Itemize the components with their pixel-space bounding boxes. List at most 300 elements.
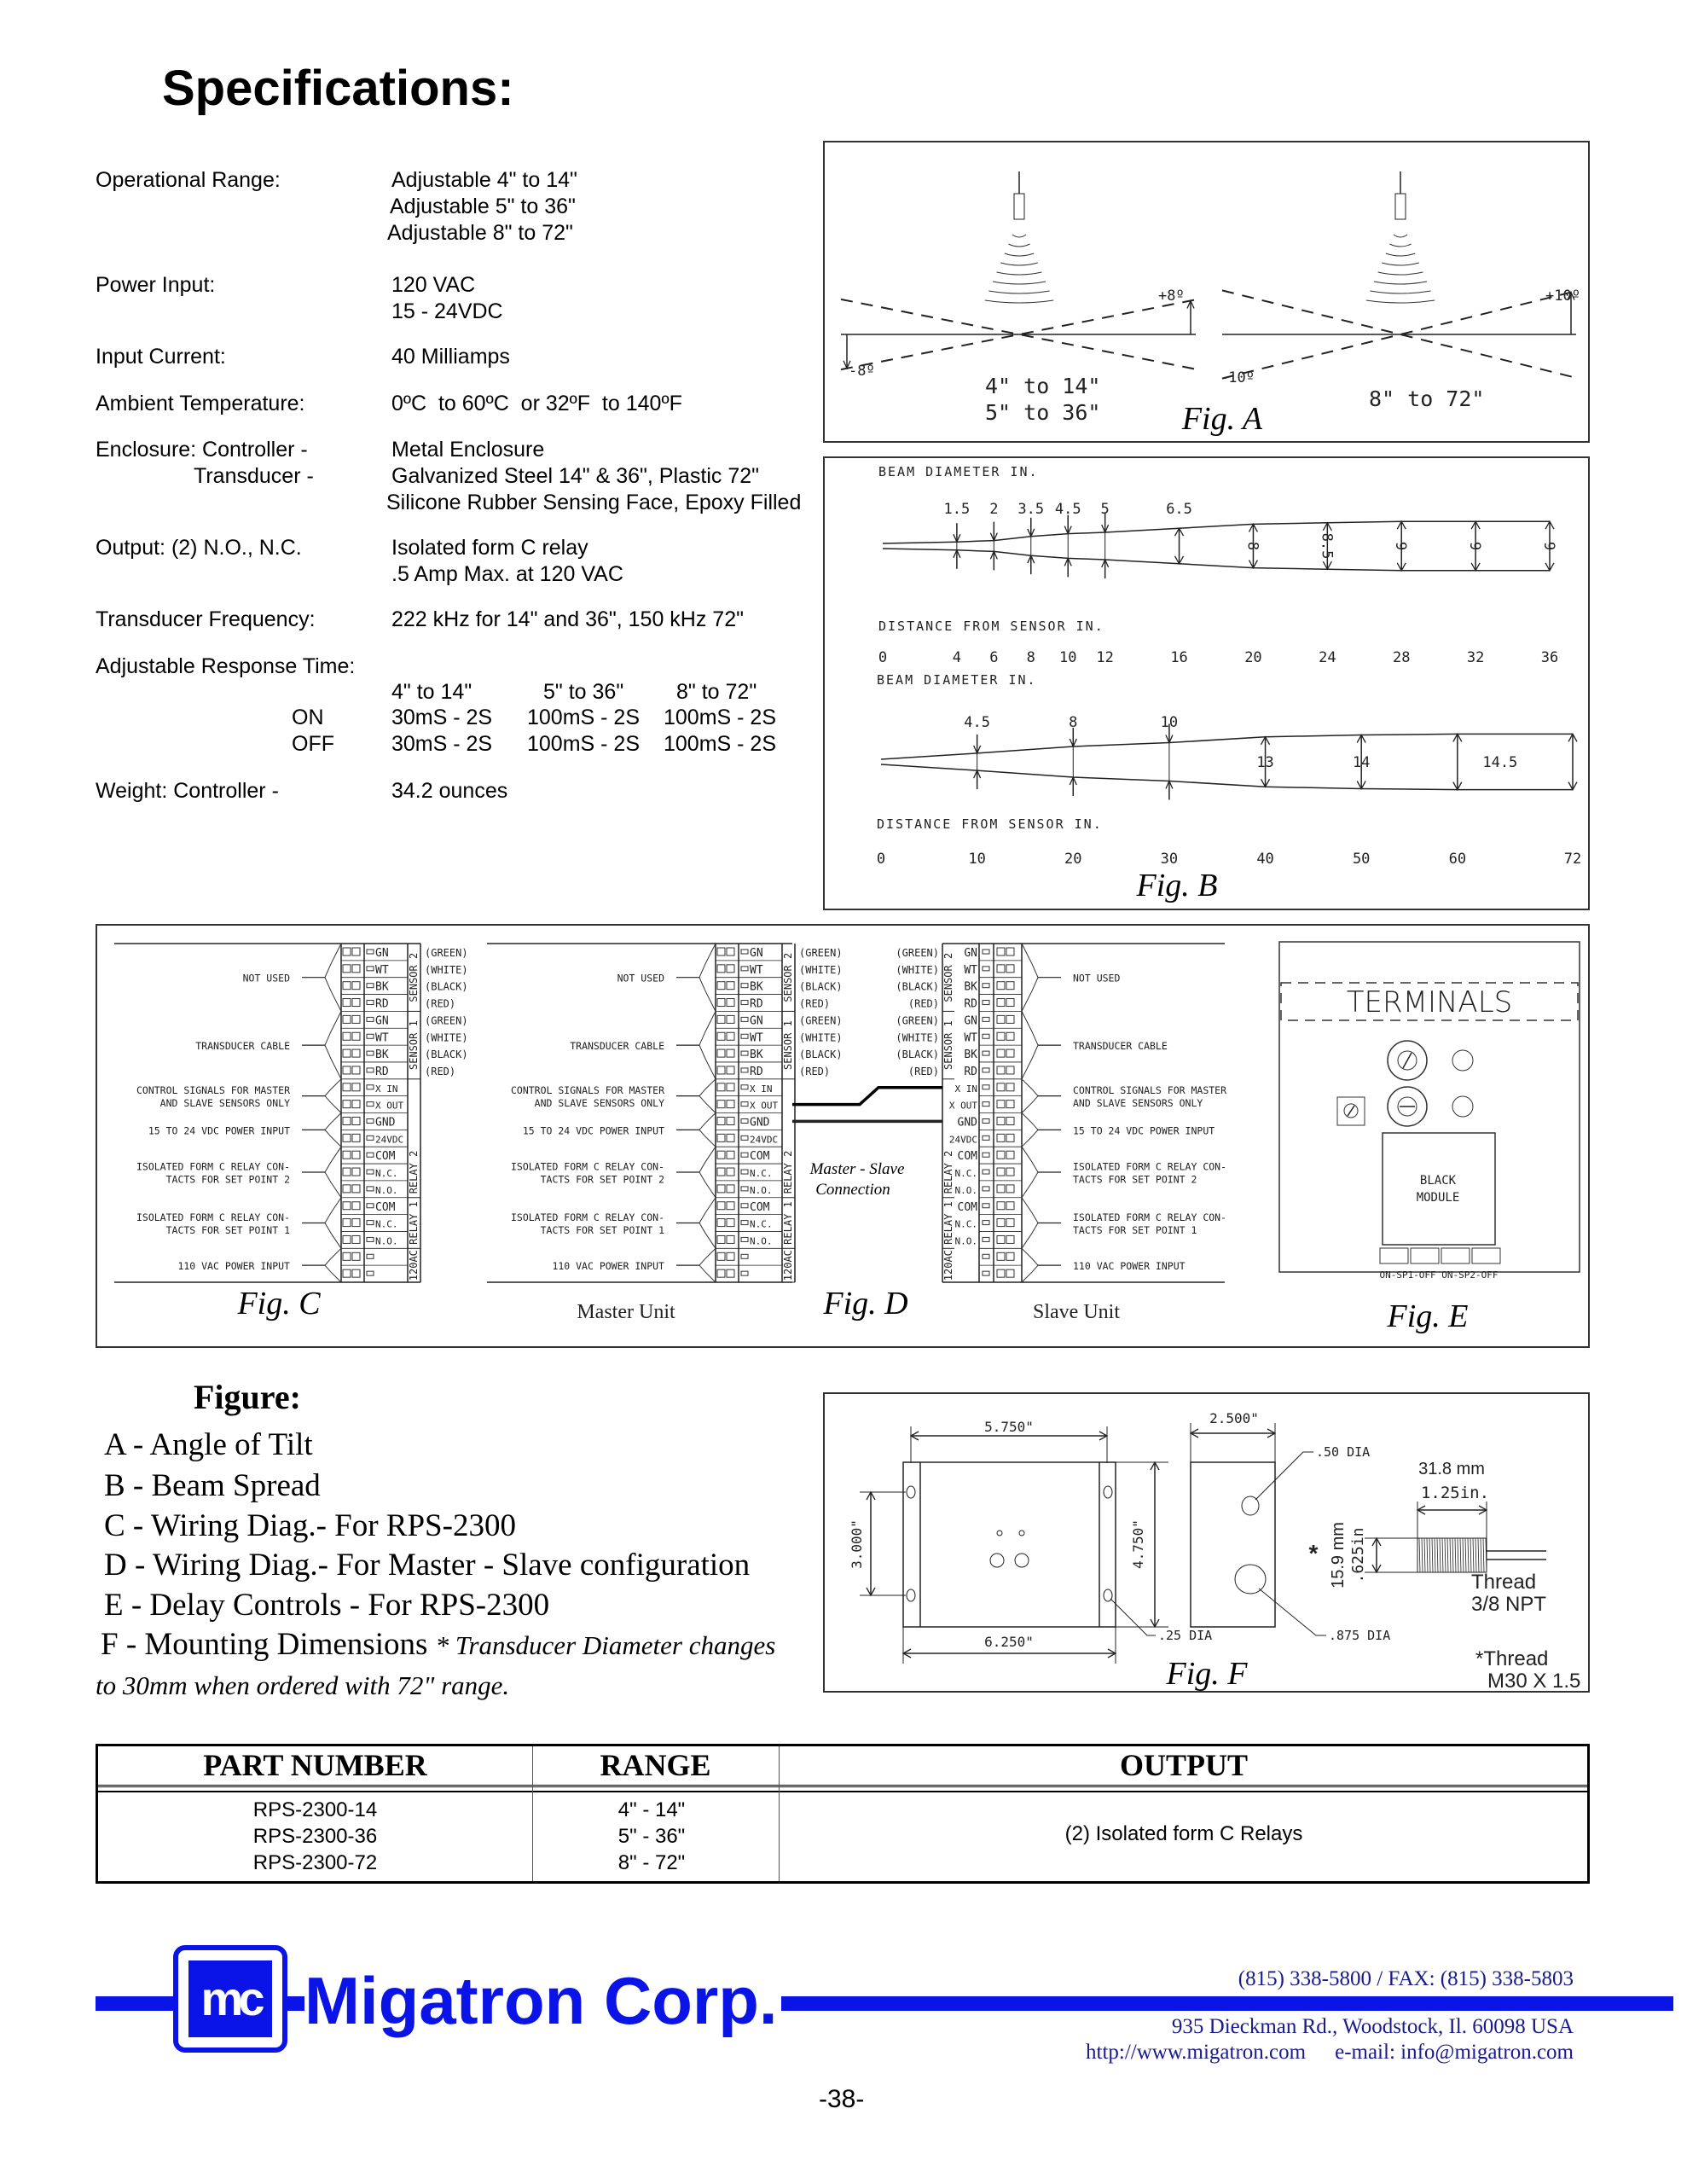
- part-number: RPS-2300-14: [252, 1798, 378, 1821]
- terminal-screw-icon: [727, 1015, 734, 1023]
- conduit-hole: [1235, 1565, 1266, 1594]
- terminal-clip-icon: [983, 1068, 989, 1072]
- front-hole: [990, 1554, 1004, 1567]
- terminal-pin-label: BK: [750, 1048, 763, 1062]
- mount-hole: [907, 1589, 915, 1601]
- part-number-table: [96, 1744, 1590, 1884]
- response-col-header: 5" to 36": [543, 680, 624, 704]
- group-bracket: [325, 1248, 341, 1282]
- x-tick-label: 36: [1540, 649, 1559, 666]
- header-divider: [98, 1785, 1587, 1792]
- front-hole: [1019, 1531, 1024, 1536]
- terminal-clip-icon: [367, 1034, 374, 1038]
- terminal-clip-icon: [367, 950, 374, 954]
- terminal-clip-icon: [367, 1085, 374, 1089]
- response-col-header: 4" to 14": [391, 680, 472, 704]
- terminal-screw-icon: [717, 1235, 725, 1243]
- group-label: TACTS FOR SET POINT 2: [540, 1173, 664, 1186]
- terminal-clip-icon: [983, 1170, 989, 1174]
- tilt-plus-label: +8º: [1158, 288, 1185, 305]
- terminal-screw-icon: [727, 948, 734, 956]
- terminal-screw-icon: [1006, 1066, 1014, 1074]
- leader-line: [1110, 1599, 1156, 1635]
- beam-diameter-value: 14: [1352, 754, 1371, 771]
- dim-label: .625in: [1349, 1527, 1367, 1583]
- terminal-pin-label: GN: [964, 947, 977, 960]
- terminal-screw-icon: [717, 1185, 725, 1193]
- beam-diameter-value: 13: [1256, 754, 1274, 771]
- sound-wave-icon: [1374, 282, 1427, 284]
- terminal-screw-icon: [997, 1101, 1005, 1108]
- beam-diameter-label: BEAM DIAMETER IN.: [878, 464, 1039, 479]
- terminal-screw-icon: [727, 1118, 734, 1125]
- range: 4" - 14": [617, 1798, 686, 1821]
- x-tick-label: 10: [968, 851, 986, 868]
- terminal-screw-icon: [997, 1032, 1005, 1040]
- sound-wave-icon: [997, 272, 1042, 275]
- spec-label: Power Input:: [96, 273, 216, 297]
- group-label: AND SLAVE SENSORS ONLY: [534, 1097, 664, 1110]
- x-tick-label: 50: [1352, 851, 1371, 868]
- terminal-pin-label: WT: [964, 1031, 977, 1045]
- terminal-pin-label: GND: [750, 1116, 770, 1130]
- leader-line: [1255, 1452, 1313, 1500]
- group-label: CONTROL SIGNALS FOR MASTER: [510, 1084, 664, 1097]
- group-bracket: [1022, 1147, 1038, 1198]
- section-label: RELAY 2: [942, 1150, 954, 1194]
- terminal-clip-icon: [741, 1271, 748, 1275]
- terminal-clip-icon: [983, 1271, 989, 1275]
- mount-hole: [1104, 1486, 1112, 1498]
- x-tick-label: 6: [989, 649, 999, 666]
- group-label: TACTS FOR SET POINT 1: [1073, 1224, 1197, 1237]
- dip-switch: [1441, 1248, 1470, 1263]
- thread-line: [1473, 1538, 1474, 1572]
- sound-wave-icon: [1382, 263, 1419, 265]
- wire-color-label: (RED): [425, 1065, 456, 1077]
- tilt-minus-label: -10º: [1220, 369, 1255, 386]
- thread-label: 3/8 NPT: [1471, 1593, 1547, 1616]
- terminal-clip-icon: [741, 1204, 748, 1208]
- terminal-screw-icon: [343, 1134, 351, 1141]
- wire-color-label: (BLACK): [425, 1048, 468, 1061]
- terminal-screw-icon: [352, 1083, 360, 1091]
- beam-diameter-value: 5: [1100, 501, 1110, 518]
- wire-color-label: (GREEN): [799, 1014, 843, 1027]
- terminal-screw-icon: [352, 999, 360, 1007]
- terminal-clip-icon: [741, 1034, 748, 1038]
- terminal-pin-label: BK: [750, 980, 763, 994]
- x-tick-label: 0: [876, 851, 886, 868]
- terminal-screw-icon: [1006, 1118, 1014, 1125]
- x-tick-label: 20: [1064, 851, 1082, 868]
- terminal-pin-label: COM: [375, 1200, 396, 1214]
- email-link[interactable]: e-mail: info@migatron.com: [1335, 2041, 1574, 2064]
- terminal-screw-icon: [727, 1083, 734, 1091]
- thread-line: [1450, 1538, 1451, 1572]
- terminal-screw-icon: [717, 965, 725, 973]
- terminal-screw-icon: [352, 965, 360, 973]
- wire-color-label: (BLACK): [799, 980, 843, 993]
- group-label: 15 TO 24 VDC POWER INPUT: [148, 1124, 290, 1137]
- terminal-clip-icon: [741, 1136, 748, 1140]
- beam-diameter-value: 14.5: [1482, 754, 1518, 771]
- front-hole: [1015, 1554, 1029, 1567]
- terminal-pin-label: N.C.: [750, 1168, 773, 1180]
- response-value: 100mS - 2S: [664, 706, 777, 729]
- fig-a-caption: Fig. A: [1181, 401, 1263, 437]
- group-bracket: [1022, 944, 1038, 1011]
- beam-diameter-value: 2: [989, 501, 999, 518]
- terminal-clip-icon: [983, 1119, 989, 1124]
- terminal-clip-icon: [367, 1271, 374, 1275]
- terminal-screw-icon: [727, 1219, 734, 1227]
- terminal-screw-icon: [1006, 1134, 1014, 1141]
- wire-color-label: (WHITE): [896, 963, 939, 976]
- terminal-clip-icon: [367, 984, 374, 988]
- spec-value: Adjustable 8" to 72": [387, 221, 573, 245]
- terminal-screw-icon: [352, 1252, 360, 1260]
- group-label: ISOLATED FORM C RELAY CON-: [510, 1211, 664, 1224]
- terminal-clip-icon: [741, 1254, 748, 1258]
- front-hole: [997, 1531, 1002, 1536]
- terminal-screw-icon: [343, 965, 351, 973]
- distance-label: DISTANCE FROM SENSOR IN.: [878, 619, 1104, 634]
- group-label: TACTS FOR SET POINT 1: [540, 1224, 664, 1237]
- group-label: AND SLAVE SENSORS ONLY: [159, 1097, 290, 1110]
- response-value: 30mS - 2S: [391, 706, 493, 729]
- response-row-label: OFF: [292, 732, 334, 756]
- section-label: SENSOR 1: [408, 1020, 420, 1070]
- terminal-clip-icon: [983, 1204, 989, 1208]
- address: 935 Dieckman Rd., Woodstock, Il. 60098 USA: [1171, 2015, 1574, 2038]
- range: 8" - 72": [617, 1851, 686, 1874]
- x-tick-label: 24: [1319, 649, 1336, 666]
- group-bracket: [325, 944, 341, 1011]
- group-label: CONTROL SIGNALS FOR MASTER: [136, 1084, 290, 1097]
- section-label: SENSOR 2: [408, 952, 420, 1002]
- thread-line: [1478, 1538, 1479, 1572]
- web-contact-row: [1086, 2041, 1574, 2065]
- spec-value: Galvanized Steel 14" & 36", Plastic 72": [391, 464, 760, 488]
- thread-label: Thread: [1471, 1571, 1537, 1594]
- terminal-screw-icon: [727, 1134, 734, 1141]
- phone-fax: (815) 338-5800 / FAX: (815) 338-5803: [1238, 1967, 1574, 1990]
- spec-label: Input Current:: [96, 345, 226, 369]
- x-tick-label: 28: [1392, 649, 1411, 666]
- terminal-screw-icon: [997, 1015, 1005, 1023]
- terminal-screw-icon: [717, 1168, 725, 1176]
- group-label: NOT USED: [617, 972, 664, 985]
- wire-color-label: (RED): [799, 1065, 831, 1077]
- beam-diameter-value: 10: [1160, 714, 1179, 731]
- range: 5" - 36": [617, 1825, 686, 1848]
- terminal-pin-label: COM: [957, 1200, 977, 1214]
- terminal-screw-icon: [343, 1032, 351, 1040]
- terminal-pin-label: BK: [375, 1048, 389, 1062]
- group-label: 15 TO 24 VDC POWER INPUT: [1073, 1124, 1215, 1137]
- terminal-screw-icon: [343, 1066, 351, 1074]
- x-tick-label: 4: [952, 649, 962, 666]
- group-bracket: [699, 1011, 716, 1078]
- terminal-screw-icon: [717, 1219, 725, 1227]
- group-label: TACTS FOR SET POINT 1: [165, 1224, 290, 1237]
- thread-line: [1445, 1538, 1446, 1572]
- group-bracket: [699, 1113, 716, 1147]
- terminal-screw-icon: [727, 1066, 734, 1074]
- terminal-screw-icon: [727, 1151, 734, 1159]
- spec-label: Output: (2) N.O., N.C.: [96, 536, 302, 560]
- terminal-clip-icon: [741, 1170, 748, 1174]
- legend-item: C - Wiring Diag.- For RPS-2300: [104, 1508, 516, 1543]
- beam-diameter-value: 8.5: [1318, 532, 1336, 560]
- spec-value: Metal Enclosure: [391, 438, 545, 462]
- terminal-screw-icon: [1006, 1101, 1014, 1108]
- thread-line: [1447, 1538, 1448, 1572]
- company-name: Migatron Corp.: [304, 1962, 781, 2040]
- mount-hole: [907, 1486, 915, 1498]
- terminal-screw-icon: [727, 1269, 734, 1277]
- terminal-clip-icon: [983, 1017, 989, 1021]
- group-bracket: [699, 1147, 716, 1198]
- beam-diameter-value: 3.5: [1017, 501, 1045, 518]
- terminal-pin-label: GN: [750, 1014, 763, 1028]
- terminal-screw-icon: [343, 1101, 351, 1108]
- spec-label: Ambient Temperature:: [96, 392, 305, 415]
- spec-value: .5 Amp Max. at 120 VAC: [391, 562, 623, 586]
- terminal-clip-icon: [741, 967, 748, 971]
- terminal-screw-icon: [1006, 1185, 1014, 1193]
- terminal-screw-icon: [997, 1168, 1005, 1176]
- terminal-screw-icon: [1006, 982, 1014, 990]
- wire-color-label: (GREEN): [425, 1014, 468, 1027]
- terminal-pin-label: RD: [375, 1065, 389, 1078]
- thread-line: [1475, 1538, 1476, 1572]
- terminal-screw-icon: [1006, 1252, 1014, 1260]
- response-value: 100mS - 2S: [527, 706, 641, 729]
- legend-note: * Transducer Diameter changes: [435, 1630, 776, 1660]
- thread-line: [1442, 1538, 1443, 1572]
- terminal-clip-icon: [983, 1187, 989, 1191]
- wire-color-label: (WHITE): [425, 1031, 468, 1044]
- terminal-screw-icon: [717, 1015, 725, 1023]
- terminal-screw-icon: [1006, 948, 1014, 956]
- terminal-pin-label: N.C.: [954, 1218, 977, 1230]
- terminal-screw-icon: [997, 1134, 1005, 1141]
- group-label: CONTROL SIGNALS FOR MASTER: [1073, 1084, 1227, 1097]
- sound-wave-icon: [988, 291, 1049, 293]
- group-label: TACTS FOR SET POINT 2: [1073, 1173, 1197, 1186]
- thread-line: [1422, 1538, 1423, 1572]
- thread-line: [1429, 1538, 1430, 1572]
- terminal-screw-icon: [1006, 1032, 1014, 1040]
- wire-color-label: (WHITE): [799, 1031, 843, 1044]
- x-tick-label: 12: [1096, 649, 1114, 666]
- terminal-pin-label: GN: [750, 947, 763, 960]
- terminal-screw-icon: [717, 1151, 725, 1159]
- terminal-screw-icon: [717, 1101, 725, 1108]
- terminal-screw-icon: [727, 1032, 734, 1040]
- terminal-clip-icon: [367, 1254, 374, 1258]
- terminal-clip-icon: [983, 1237, 989, 1241]
- group-bracket: [699, 1248, 716, 1282]
- terminal-pin-label: GN: [964, 1014, 977, 1028]
- page-title: Specifications:: [162, 61, 514, 116]
- fig-f-caption: Fig. F: [1166, 1656, 1248, 1692]
- thread-line: [1427, 1538, 1428, 1572]
- beam-diameter-value: 9: [1466, 541, 1484, 551]
- terminal-screw-icon: [1006, 1235, 1014, 1243]
- terminal-clip-icon: [741, 1085, 748, 1089]
- fig-b-caption: Fig. B: [1136, 868, 1218, 903]
- wire-color-label: (RED): [799, 997, 831, 1010]
- wire-color-label: (BLACK): [896, 1048, 939, 1061]
- spec-value: Silicone Rubber Sensing Face, Epoxy Filled: [386, 491, 802, 514]
- group-label: TRANSDUCER CABLE: [1073, 1040, 1168, 1053]
- black-module: [1383, 1133, 1495, 1245]
- led-indicator-icon: [1452, 1096, 1473, 1117]
- group-label: 15 TO 24 VDC POWER INPUT: [522, 1124, 664, 1137]
- beam-diameter-value: 1.5: [943, 501, 971, 518]
- terminal-screw-icon: [727, 1252, 734, 1260]
- legend-item-f: F - Mounting Dimensions: [101, 1627, 428, 1662]
- x-tick-label: 60: [1448, 851, 1467, 868]
- section-label: SENSOR 1: [942, 1020, 954, 1070]
- x-tick-label: 30: [1160, 851, 1179, 868]
- terminal-pin-label: N.O.: [375, 1235, 398, 1247]
- dim-label: .875 DIA: [1329, 1628, 1391, 1643]
- section-label: SENSOR 2: [942, 952, 954, 1002]
- terminal-pin-label: COM: [957, 1150, 977, 1164]
- terminal-pin-label: GN: [375, 947, 389, 960]
- thread-line: [1452, 1538, 1453, 1572]
- logo-mark: mc: [188, 1960, 272, 2037]
- header-part-number: PART NUMBER: [203, 1748, 427, 1782]
- response-value: 30mS - 2S: [391, 732, 493, 756]
- group-bracket: [1022, 1113, 1038, 1147]
- fig-c-caption: Fig. C: [237, 1286, 321, 1321]
- company-logo: [173, 1945, 287, 2053]
- module-label: BLACK: [1419, 1174, 1457, 1188]
- section-label: SENSOR 2: [782, 952, 794, 1002]
- terminal-screw-icon: [997, 1269, 1005, 1277]
- website-link[interactable]: http://www.migatron.com: [1086, 2041, 1307, 2064]
- terminal-screw-icon: [343, 1015, 351, 1023]
- terminal-screw-icon: [997, 965, 1005, 973]
- connection-label: Master - Slave: [809, 1160, 905, 1178]
- terminal-screw-icon: [727, 1202, 734, 1210]
- range-label: 5" to 36": [985, 400, 1101, 425]
- spec-value: 222 kHz for 14" and 36", 150 kHz 72": [391, 607, 744, 631]
- terminal-screw-icon: [352, 1118, 360, 1125]
- terminal-screw-icon: [717, 1032, 725, 1040]
- terminal-screw-icon: [352, 1032, 360, 1040]
- dim-label: 4.750": [1130, 1519, 1146, 1569]
- terminal-screw-icon: [1006, 999, 1014, 1007]
- terminal-screw-icon: [717, 1269, 725, 1277]
- dim-label: 1.25in.: [1420, 1484, 1490, 1502]
- spec-value: Adjustable 4" to 14": [391, 168, 577, 192]
- terminal-clip-icon: [983, 1136, 989, 1140]
- thread-line: [1463, 1538, 1464, 1572]
- leader-line: [1259, 1589, 1326, 1635]
- dip-switch: [1472, 1248, 1500, 1263]
- tilt-minus-label: -8º: [849, 363, 875, 380]
- group-bracket: [325, 1079, 341, 1113]
- terminal-clip-icon: [367, 1237, 374, 1241]
- section-label: 120AC: [942, 1250, 954, 1281]
- terminal-screw-icon: [717, 982, 725, 990]
- terminal-clip-icon: [983, 967, 989, 971]
- terminal-clip-icon: [741, 1001, 748, 1005]
- terminal-screw-icon: [352, 1269, 360, 1277]
- fig-d-caption: Fig. D: [823, 1286, 908, 1321]
- terminal-screw-icon: [727, 1101, 734, 1108]
- terminal-screw-icon: [1006, 1269, 1014, 1277]
- wire-color-label: (GREEN): [425, 947, 468, 959]
- terminal-screw-icon: [1006, 1083, 1014, 1091]
- sound-wave-icon: [1394, 235, 1407, 237]
- terminal-screw-icon: [343, 1083, 351, 1091]
- header-output: OUTPUT: [1119, 1748, 1248, 1782]
- spec-value: 0ºC to 60ºC or 32ºF to 140ºF: [391, 392, 682, 415]
- group-label: TACTS FOR SET POINT 2: [165, 1173, 290, 1186]
- sound-wave-icon: [1389, 244, 1411, 247]
- switch-labels: ON-SP1-OFF ON-SP2-OFF: [1379, 1269, 1499, 1281]
- terminal-screw-icon: [717, 1202, 725, 1210]
- spec-label: Adjustable Response Time:: [96, 654, 356, 678]
- response-col-header: 8" to 72": [676, 680, 757, 704]
- spec-value: 34.2 ounces: [391, 779, 508, 803]
- terminal-pin-label: BK: [375, 980, 389, 994]
- group-label: NOT USED: [242, 972, 290, 985]
- terminal-pin-label: WT: [375, 963, 389, 977]
- section-label: RELAY 1: [782, 1201, 794, 1245]
- beam-upper-edge: [881, 734, 1573, 759]
- terminal-pin-label: N.C.: [375, 1168, 398, 1180]
- part-number: RPS-2300-72: [252, 1851, 378, 1874]
- terminal-clip-icon: [741, 950, 748, 954]
- header-range: RANGE: [600, 1748, 711, 1782]
- part-number-cell: [98, 1797, 532, 1876]
- thread-line: [1470, 1538, 1471, 1572]
- thread-line: [1483, 1538, 1484, 1572]
- group-bracket: [325, 1113, 341, 1147]
- terminal-screw-icon: [1006, 1049, 1014, 1057]
- terminal-clip-icon: [983, 1153, 989, 1157]
- output-cell: (2) Isolated form C Relays: [1064, 1822, 1303, 1845]
- spec-label: Enclosure: Controller -: [96, 438, 308, 462]
- terminal-clip-icon: [367, 1119, 374, 1124]
- led-indicator-icon: [1452, 1050, 1473, 1071]
- terminal-clip-icon: [983, 1221, 989, 1225]
- terminal-screw-icon: [717, 1118, 725, 1125]
- terminal-pin-label: X IN: [375, 1083, 398, 1095]
- terminal-screw-icon: [352, 1168, 360, 1176]
- terminal-clip-icon: [367, 1204, 374, 1208]
- terminal-clip-icon: [367, 967, 374, 971]
- beam-diameter-value: 8: [1244, 541, 1261, 551]
- terminal-clip-icon: [983, 1102, 989, 1107]
- terminal-pin-label: GND: [375, 1116, 396, 1130]
- range-label: 8" to 72": [1369, 386, 1485, 411]
- wire-color-label: (WHITE): [425, 963, 468, 976]
- terminal-pin-label: X IN: [954, 1083, 977, 1095]
- terminal-pin-label: BK: [964, 980, 977, 994]
- terminal-screw-icon: [727, 982, 734, 990]
- terminal-pin-label: RD: [750, 1065, 763, 1078]
- distance-label: DISTANCE FROM SENSOR IN.: [877, 816, 1103, 832]
